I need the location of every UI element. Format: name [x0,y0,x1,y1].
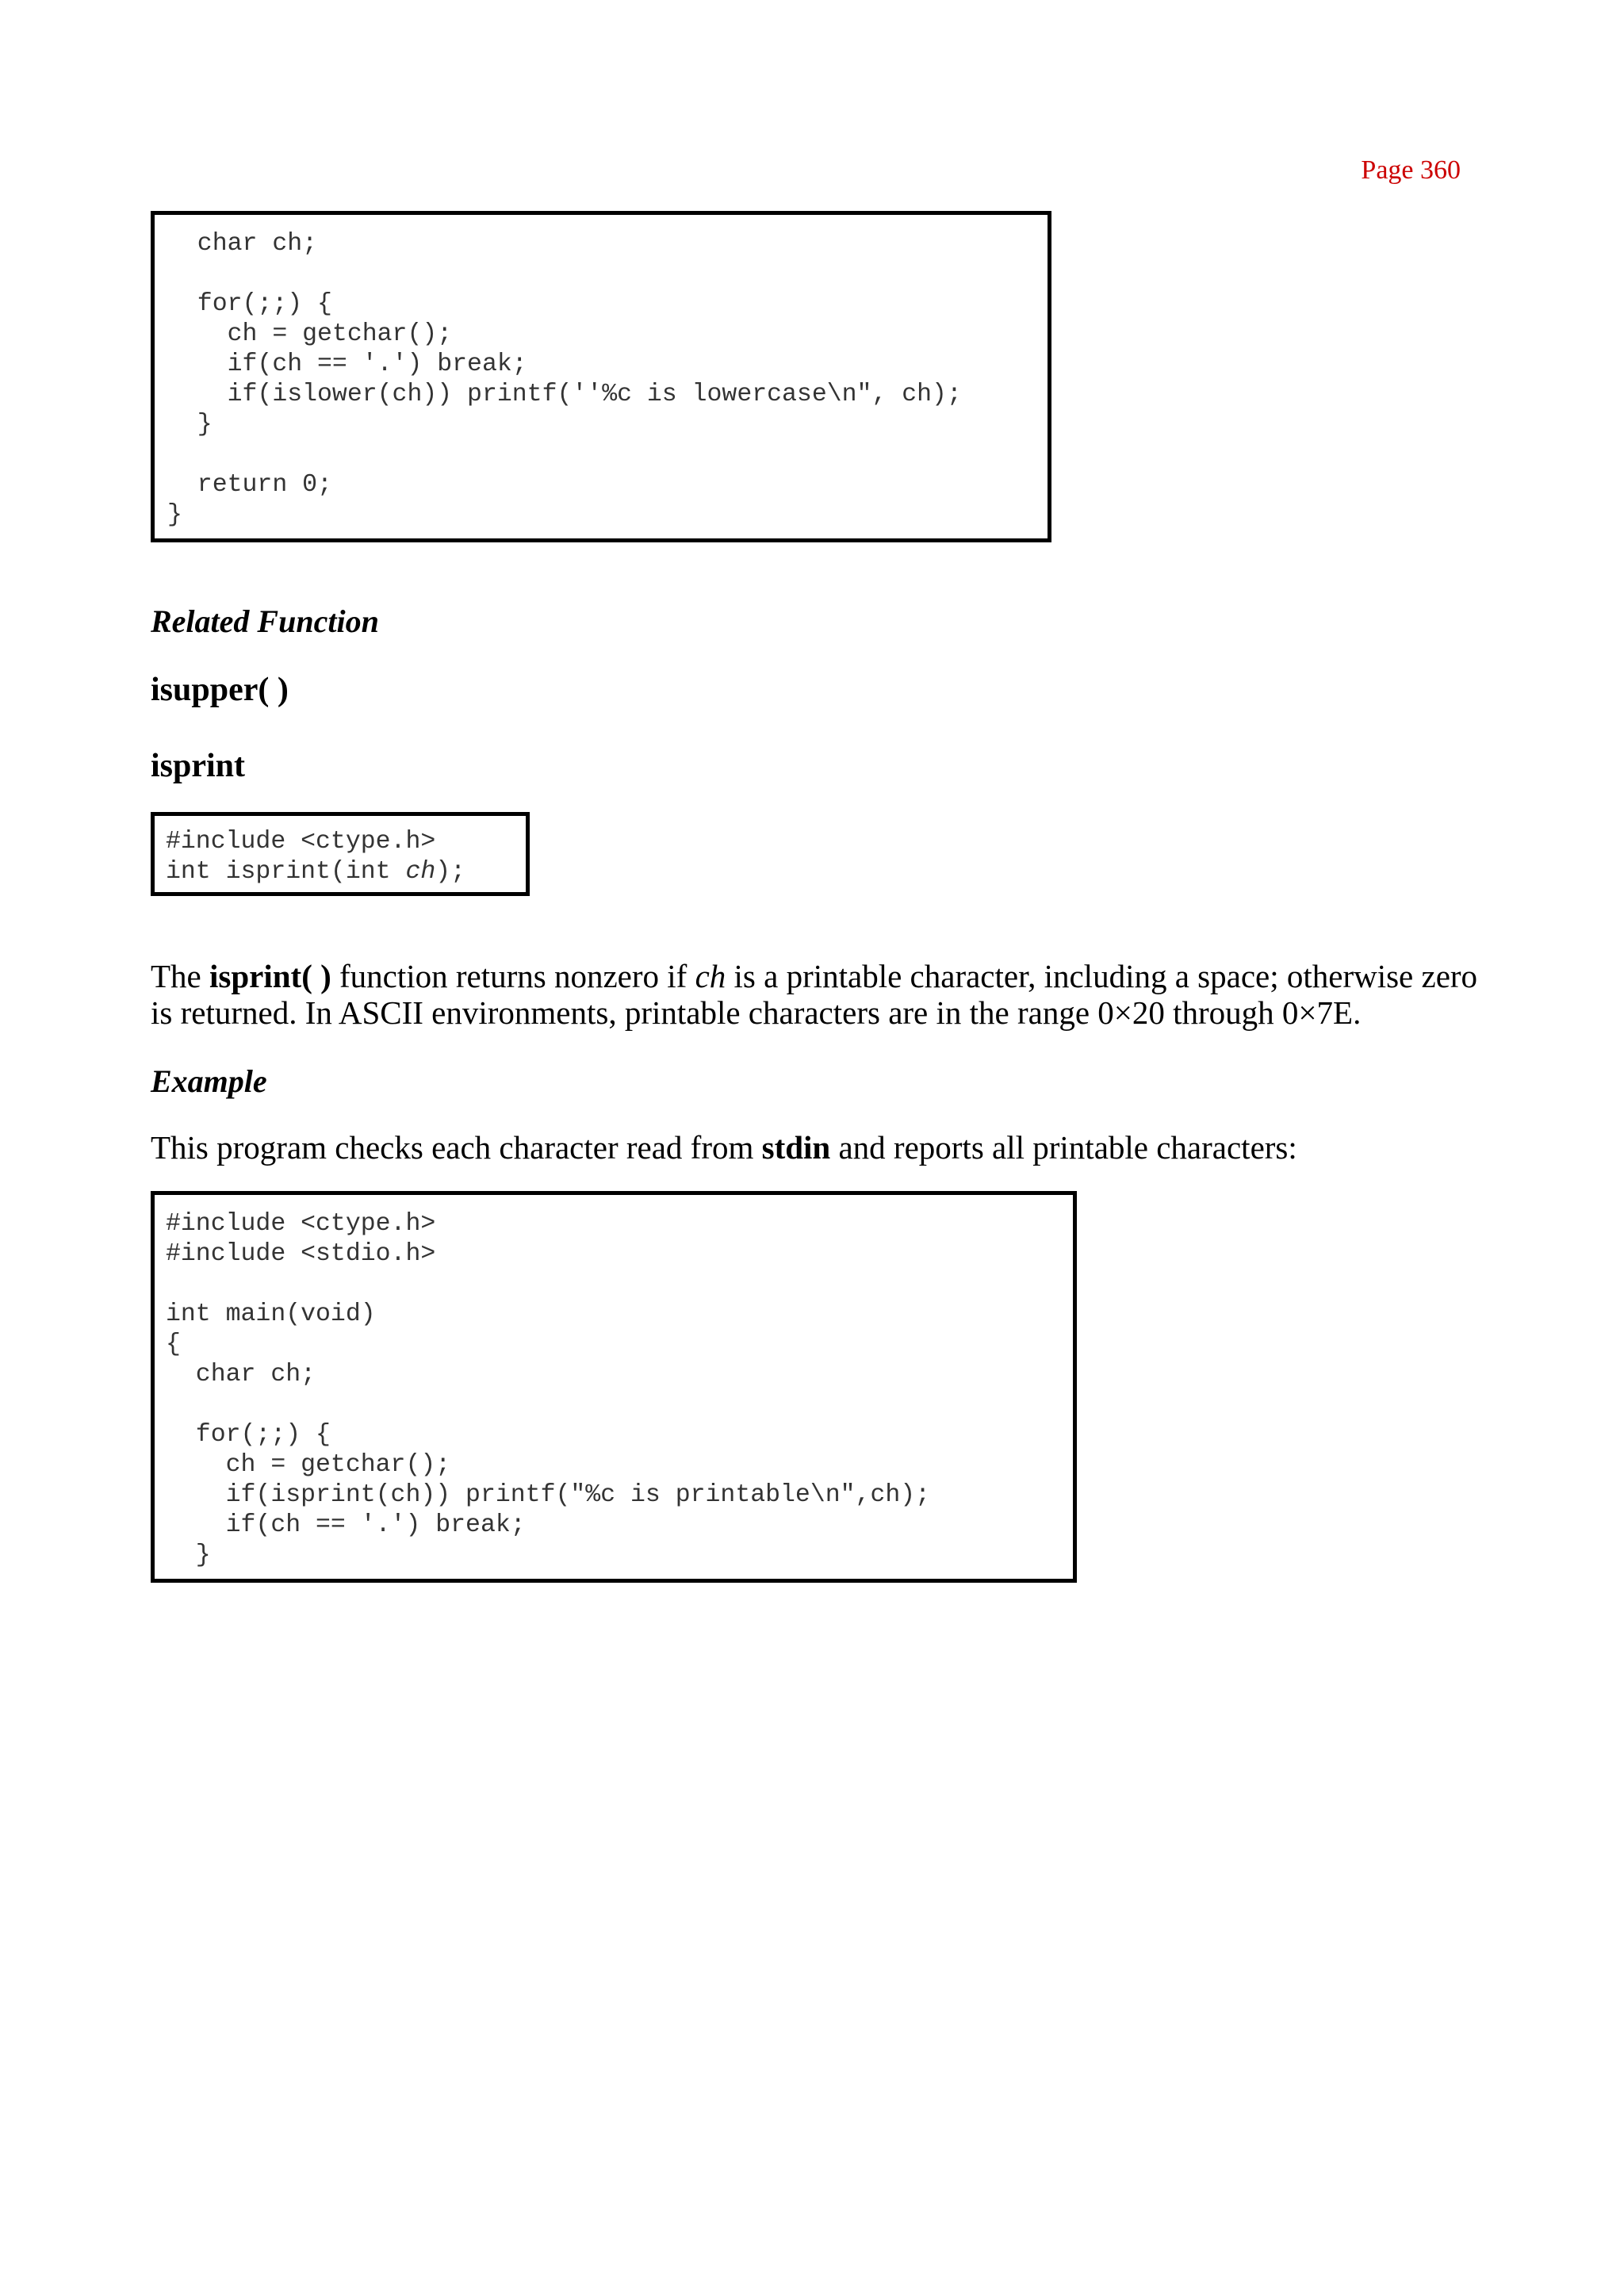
function-description: The isprint( ) function returns nonzero if ch is a printable character, including a space; otherwise zero is returned. In ASCII environments, printable characters are in the range 0×20 through 0×7E. [151,958,1478,1031]
code-line [167,259,1048,289]
code-line: #include <stdio.h> [166,1240,436,1268]
signature-prefix: int isprint(int [166,858,406,886]
prototype-box [151,812,530,896]
example-heading: Example [151,1063,267,1099]
code-line: { [166,1331,181,1358]
code-line: char ch; [166,1361,316,1388]
related-function-name: isupper( ) [151,672,289,708]
code-line: ch = getchar(); [167,320,453,348]
code-listing [166,1209,1073,1571]
signature-suffix: ); [435,858,466,886]
code-block-continued [151,211,1051,542]
code-line: if(ch == '.') break; [166,1511,526,1539]
example-code-block [151,1191,1077,1583]
code-line: ch = getchar(); [166,1451,451,1479]
include-line: #include <ctype.h> [166,828,436,856]
code-line: #include <ctype.h> [166,1210,436,1238]
code-line: return 0; [167,471,332,499]
code-line: for(;;) { [167,290,332,318]
function-title: isprint [151,748,246,784]
code-listing [167,229,1048,530]
code-line: } [167,411,213,439]
code-line [166,1270,1073,1300]
code-line [166,1390,1073,1420]
function-name-inline: isprint( ) [209,958,331,994]
code-line: } [166,1541,211,1569]
code-line: if(ch == '.') break; [167,350,527,378]
code-line: for(;;) { [166,1421,331,1449]
example-intro: This program checks each character read from stdin and reports all printable characters: [151,1129,1297,1166]
prototype-code [166,827,526,887]
stream-name-inline: stdin [761,1129,831,1166]
code-line: int main(void) [166,1300,376,1328]
related-function-heading: Related Function [151,603,379,639]
code-line: char ch; [167,230,318,258]
signature-param: ch [405,858,436,886]
param-inline: ch [695,958,726,994]
signature-line [166,857,526,887]
code-line [167,440,1048,470]
code-line: if(islower(ch)) printf(''%c is lowercase\n", ch); [167,381,962,408]
page-number: Page 360 [1361,155,1461,185]
code-line: } [167,501,182,529]
code-line: if(isprint(ch)) printf("%c is printable\n",ch); [166,1481,931,1509]
